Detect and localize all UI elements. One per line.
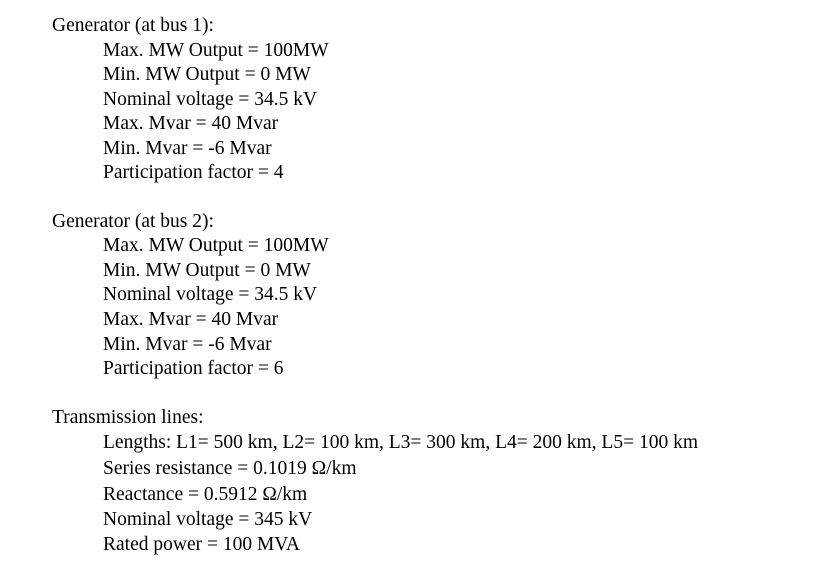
generator1-max-mvar: Max. Mvar = 40 Mvar [103, 113, 279, 134]
transmission-lengths: Lengths: L1= 500 km, L2= 100 km, L3= 300 km, L4= 200 km, L5= 100 km [103, 432, 698, 453]
generator2-min-mvar: Min. Mvar = -6 Mvar [103, 334, 272, 355]
transmission-heading: Transmission lines: [52, 407, 204, 428]
generator2-nominal-voltage: Nominal voltage = 34.5 kV [103, 284, 318, 305]
generator2-min-mw: Min. MW Output = 0 MW [103, 260, 311, 281]
generator2-participation-factor: Participation factor = 6 [103, 358, 284, 379]
generator1-max-mw: Max. MW Output = 100MW [103, 40, 329, 61]
transmission-rated-power: Rated power = 100 MVA [103, 534, 300, 555]
transmission-reactance: Reactance = 0.5912 Ω/km [103, 484, 308, 505]
generator2-heading: Generator (at bus 2): [52, 211, 214, 232]
generator1-nominal-voltage: Nominal voltage = 34.5 kV [103, 89, 318, 110]
generator1-min-mvar: Min. Mvar = -6 Mvar [103, 138, 272, 159]
generator2-max-mw: Max. MW Output = 100MW [103, 235, 329, 256]
transmission-nominal-voltage: Nominal voltage = 345 kV [103, 509, 313, 530]
generator1-participation-factor: Participation factor = 4 [103, 162, 284, 183]
generator2-max-mvar: Max. Mvar = 40 Mvar [103, 309, 279, 330]
transmission-series-resistance: Series resistance = 0.1019 Ω/km [103, 458, 357, 479]
generator1-min-mw: Min. MW Output = 0 MW [103, 64, 311, 85]
generator1-heading: Generator (at bus 1): [52, 15, 214, 36]
